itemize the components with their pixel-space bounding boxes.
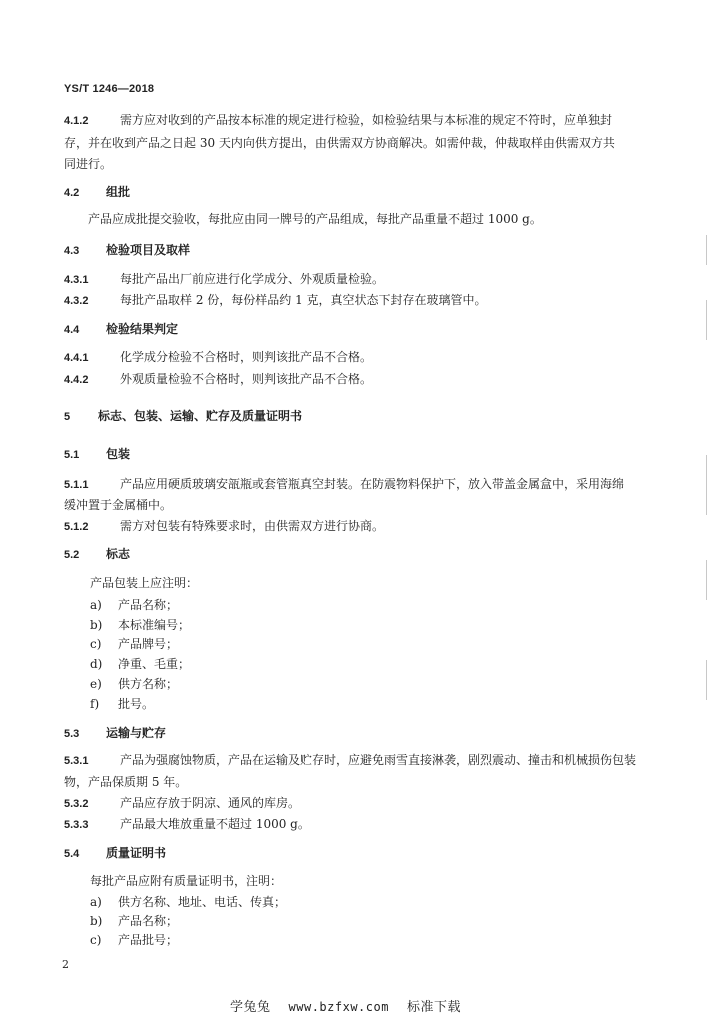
section-5-2-intro: 产品包装上应注明：: [90, 576, 199, 590]
clause-5-3-2: [64, 796, 300, 811]
clause-number: 5.1.2: [64, 521, 89, 533]
list-item: [90, 657, 190, 671]
list-item: [90, 637, 178, 651]
section-title: 运输与贮存: [106, 726, 167, 740]
clause-4-4-1: [64, 350, 372, 365]
clause-5-3-1-line-1: [64, 753, 636, 768]
list-item-text: 供方名称；: [118, 677, 179, 691]
clause-number: 4.4.1: [64, 352, 89, 364]
list-marker: e): [90, 677, 102, 691]
clause-text: 产品为强腐蚀物质，产品在运输及贮存时，应避免雨雪直接淋袭，剧烈震动、撞击和机械损伤包装: [120, 753, 637, 767]
list-item-text: 产品批号；: [118, 933, 179, 947]
clause-5-1-1-line-2: 缓冲置于金属桶中。: [64, 498, 173, 512]
section-number: 5.4: [64, 848, 80, 860]
clause-4-3-1: [64, 272, 384, 287]
clause-text: 化学成分检验不合格时，则判该批产品不合格。: [120, 350, 373, 364]
section-number: 5.2: [64, 549, 80, 561]
list-item: [90, 895, 286, 909]
chapter-5-heading: [64, 409, 302, 424]
standard-code-header: YS/T 1246—2018: [64, 83, 155, 95]
list-item: [90, 677, 178, 691]
scan-edge-mark: [706, 300, 707, 340]
clause-number: 4.1.2: [64, 115, 89, 127]
clause-number: 5.3.2: [64, 798, 89, 810]
section-5-4-intro: 每批产品应附有质量证明书，注明：: [90, 874, 283, 888]
list-item-text: 产品名称；: [118, 914, 179, 928]
list-item-text: 净重、毛重；: [118, 657, 191, 671]
section-5-1-heading: [64, 447, 130, 462]
section-number: 5.1: [64, 449, 80, 461]
scan-edge-mark: [706, 455, 707, 515]
clause-4-1-2-line-2: 存，并在收到产品之日起 30 天内向供方提出，由供需双方协商解决。如需仲裁，仲裁取样由供需双方共: [64, 136, 615, 150]
clause-5-1-2: [64, 519, 384, 534]
clause-number: 5.1.1: [64, 479, 89, 491]
clause-text: 每批产品取样 2 份，每份样品约 1 克，真空状态下封存在玻璃管中。: [120, 293, 487, 307]
list-item-text: 批号。: [118, 697, 155, 711]
list-item-text: 本标准编号；: [118, 618, 191, 632]
list-marker: a): [90, 895, 102, 909]
section-5-2-heading: [64, 547, 130, 562]
clause-4-1-2-line-1: [64, 113, 612, 128]
list-item: [90, 697, 154, 711]
list-item-text: 产品牌号；: [118, 637, 179, 651]
clause-text: 外观质量检验不合格时，则判该批产品不合格。: [120, 372, 373, 386]
clause-4-3-2: [64, 293, 487, 308]
section-4-3-heading: [64, 243, 190, 258]
section-number: 5.3: [64, 728, 80, 740]
list-marker: f): [90, 697, 100, 711]
list-item: [90, 618, 190, 632]
clause-5-3-1-line-2: 物，产品保质期 5 年。: [64, 775, 188, 789]
section-number: 4.4: [64, 324, 80, 336]
footer-label: 标准下载: [406, 1000, 461, 1015]
clause-text: 产品最大堆放重量不超过 1000 g。: [120, 817, 310, 831]
clause-4-1-2-line-3: 同进行。: [64, 157, 113, 171]
clause-5-1-1-line-1: [64, 477, 624, 492]
list-item: [90, 598, 178, 612]
clause-5-3-3: [64, 817, 310, 832]
section-5-3-heading: [64, 726, 166, 741]
section-4-2-heading: [64, 185, 130, 200]
section-title: 组批: [106, 185, 131, 199]
section-title: 包装: [106, 447, 131, 461]
section-title: 标志: [106, 547, 131, 561]
list-marker: a): [90, 598, 102, 612]
section-title: 检验项目及取样: [106, 243, 191, 257]
section-5-4-heading: [64, 846, 166, 861]
list-marker: c): [90, 933, 102, 947]
clause-text: 产品应用硬质玻璃安瓿瓶或套管瓶真空封装。在防震物料保护下，放入带盖金属盒中，采用海绵: [120, 477, 625, 491]
footer-url: www.bzfxw.com: [288, 1000, 389, 1014]
section-number: 4.2: [64, 187, 80, 199]
section-4-2-text: 产品应成批提交验收，每批应由同一牌号的产品组成，每批产品重量不超过 1000 g。: [88, 212, 542, 226]
scan-edge-mark: [706, 660, 707, 700]
list-marker: d): [90, 657, 103, 671]
section-number: 4.3: [64, 245, 80, 257]
clause-text: 需方对包装有特殊要求时，由供需双方进行协商。: [120, 519, 385, 533]
clause-text: 需方应对收到的产品按本标准的规定进行检验，如检验结果与本标准的规定不符时，应单独封: [120, 113, 613, 127]
clause-number: 5.3.3: [64, 819, 89, 831]
list-item: [90, 914, 178, 928]
clause-number: 4.3.2: [64, 295, 89, 307]
section-title: 质量证明书: [106, 846, 167, 860]
chapter-title: 标志、包装、运输、贮存及质量证明书: [98, 409, 303, 423]
list-marker: c): [90, 637, 102, 651]
scan-edge-mark: [706, 235, 707, 265]
clause-number: 5.3.1: [64, 755, 89, 767]
section-4-4-heading: [64, 322, 178, 337]
clause-4-4-2: [64, 372, 372, 387]
page-number: 2: [62, 958, 69, 971]
section-title: 检验结果判定: [106, 322, 179, 336]
clause-text: 每批产品出厂前应进行化学成分、外观质量检验。: [120, 272, 385, 286]
footer-watermark: [230, 996, 461, 1015]
footer-site-name: 学兔兔: [230, 1000, 271, 1015]
list-item: [90, 933, 178, 947]
list-item-text: 供方名称、地址、电话、传真；: [118, 895, 287, 909]
clause-number: 4.3.1: [64, 274, 89, 286]
scan-edge-mark: [706, 560, 707, 600]
chapter-number: 5: [64, 411, 71, 423]
clause-text: 产品应存放于阴凉、通风的库房。: [120, 796, 301, 810]
clause-number: 4.4.2: [64, 374, 89, 386]
list-item-text: 产品名称；: [118, 598, 179, 612]
list-marker: b): [90, 914, 103, 928]
list-marker: b): [90, 618, 103, 632]
